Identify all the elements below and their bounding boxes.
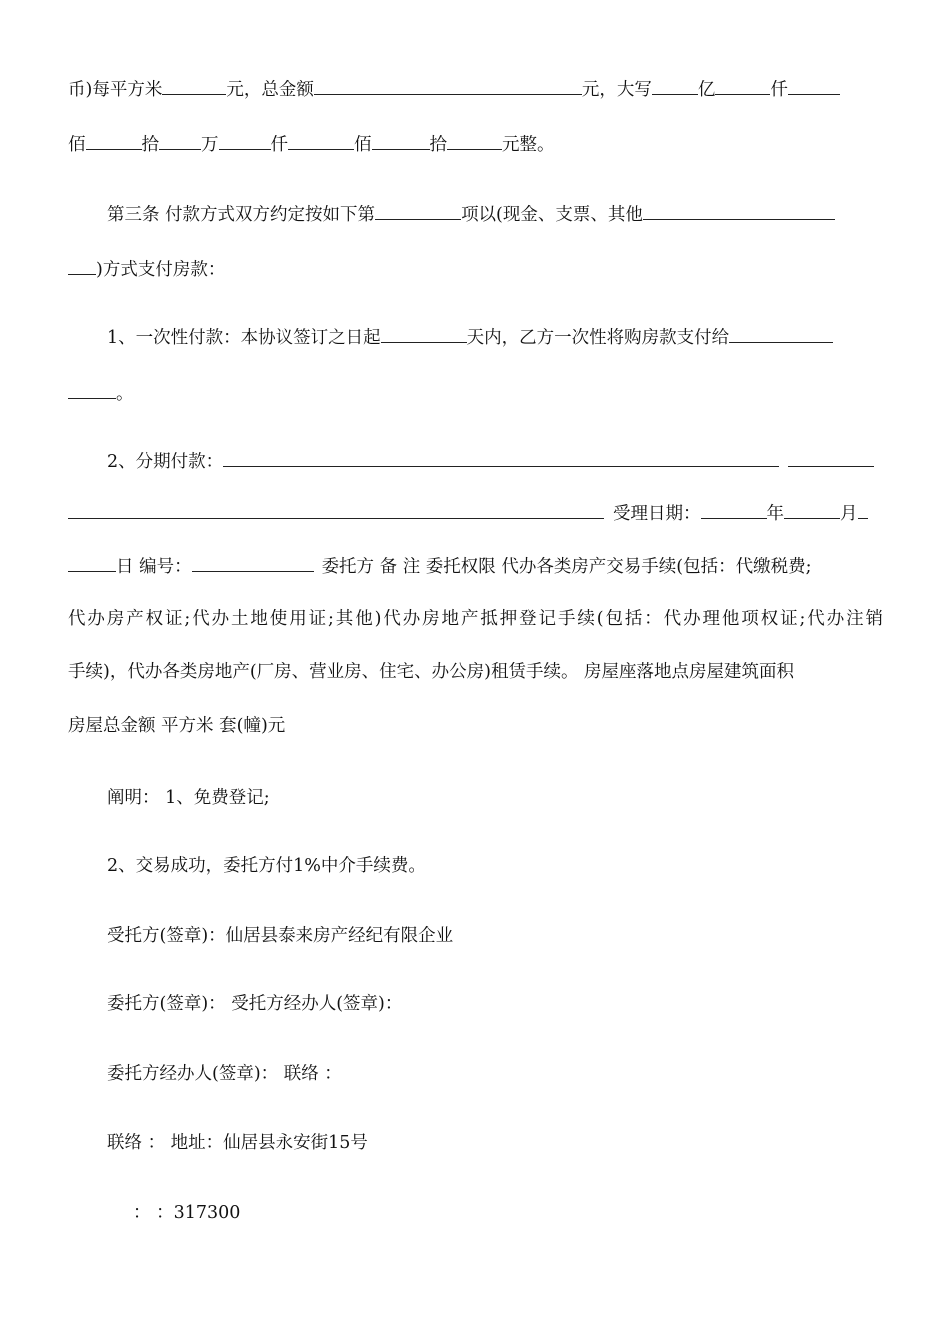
fill-blank[interactable] bbox=[86, 131, 142, 150]
fill-blank[interactable] bbox=[192, 553, 314, 572]
note-heading: 阐明： 1、免费登记; bbox=[107, 788, 270, 808]
trustee-signature: 受托方(签章)：仙居县泰来房产经纪有限企业 bbox=[107, 926, 454, 946]
text-fragment: 拾 bbox=[429, 135, 447, 155]
payment-method-cont-line bbox=[68, 256, 883, 282]
acceptance-date-line bbox=[68, 500, 883, 526]
text-fragment: 受理日期： bbox=[613, 504, 701, 524]
fill-blank[interactable] bbox=[788, 76, 840, 95]
fill-blank[interactable] bbox=[223, 448, 779, 467]
fill-blank[interactable] bbox=[784, 500, 840, 519]
fill-blank[interactable] bbox=[372, 131, 430, 150]
text-fragment: 万 bbox=[201, 135, 219, 155]
text-fragment: 月 bbox=[840, 504, 858, 524]
text-fragment: 日 编号： bbox=[116, 557, 192, 577]
text-fragment: 仟 bbox=[770, 80, 788, 100]
text-fragment: 元整。 bbox=[502, 135, 555, 155]
body-text: 代办房产权证;代办土地使用证;其他)代办房地产抵押登记手续(包括：代办理他项权证;代办注销 bbox=[68, 609, 883, 629]
text-fragment: 亿 bbox=[697, 80, 716, 100]
fill-blank[interactable] bbox=[68, 553, 116, 572]
text-fragment: 。 bbox=[116, 384, 134, 404]
body-text: 手续)，代办各类房地产(厂房、营业房、住宅、办公房)租赁手续。 房屋座落地点房屋建筑面积 bbox=[68, 662, 795, 682]
client-signature: 委托方(签章)： 受托方经办人(签章)： bbox=[107, 994, 403, 1014]
text-fragment: 1、一次性付款：本协议签订之日起 bbox=[107, 328, 381, 348]
amount-in-words-line bbox=[68, 131, 883, 157]
fill-blank[interactable] bbox=[447, 131, 502, 150]
text-fragment: 2、分期付款： bbox=[107, 452, 224, 472]
installment-line bbox=[107, 448, 883, 474]
fill-blank[interactable] bbox=[858, 500, 868, 519]
fill-blank[interactable] bbox=[219, 131, 271, 150]
fill-blank[interactable] bbox=[68, 256, 96, 275]
text-fragment: )方式支付房款： bbox=[96, 260, 226, 280]
fill-blank[interactable] bbox=[314, 76, 582, 95]
payment-method-line bbox=[107, 201, 883, 227]
fill-blank[interactable] bbox=[715, 76, 770, 95]
text-fragment: 佰 bbox=[68, 135, 86, 155]
fill-blank[interactable] bbox=[652, 76, 698, 95]
text-fragment: 币)每平方米 bbox=[68, 80, 163, 100]
text-fragment: 拾 bbox=[141, 135, 159, 155]
body-text: 房屋总金额 平方米 套(幢)元 bbox=[68, 716, 286, 736]
fill-blank[interactable] bbox=[643, 201, 835, 220]
fill-blank[interactable] bbox=[159, 131, 201, 150]
fill-blank[interactable] bbox=[68, 500, 604, 519]
note-item: 2、交易成功，委托方付1%中介手续费。 bbox=[107, 856, 426, 876]
text-fragment: 第三条 付款方式双方约定按如下第 bbox=[107, 205, 376, 225]
fill-blank[interactable] bbox=[68, 380, 116, 399]
lump-sum-cont-line bbox=[68, 380, 883, 406]
fill-blank[interactable] bbox=[162, 76, 226, 95]
text-fragment: 元，大写 bbox=[581, 80, 652, 100]
text-fragment: 元，总金额 bbox=[226, 80, 314, 100]
fill-blank[interactable] bbox=[701, 500, 767, 519]
text-fragment: 佰 bbox=[354, 135, 372, 155]
text-fragment: 仟 bbox=[270, 135, 288, 155]
text-fragment: 天内，乙方一次性将购房款支付给 bbox=[466, 328, 730, 348]
text-fragment: 年 bbox=[766, 504, 784, 524]
client-agent-signature: 委托方经办人(签章)： 联络 ： bbox=[107, 1064, 342, 1084]
fill-blank[interactable] bbox=[288, 131, 354, 150]
price-line bbox=[68, 76, 883, 102]
serial-number-line bbox=[68, 553, 883, 579]
fill-blank[interactable] bbox=[381, 324, 467, 343]
fill-blank[interactable] bbox=[729, 324, 833, 343]
text-fragment: 项以(现金、支票、其他 bbox=[461, 205, 643, 225]
fill-blank[interactable] bbox=[788, 448, 874, 467]
fill-blank[interactable] bbox=[375, 201, 461, 220]
contact-address: 联络 ： 地址：仙居县永安街15号 bbox=[107, 1133, 368, 1153]
lump-sum-line bbox=[107, 324, 883, 350]
text-fragment: 委托方 备 注 委托权限 代办各类房产交易手续(包括：代缴税费; bbox=[321, 557, 812, 577]
postal-code: ： ：317300 bbox=[133, 1203, 241, 1223]
